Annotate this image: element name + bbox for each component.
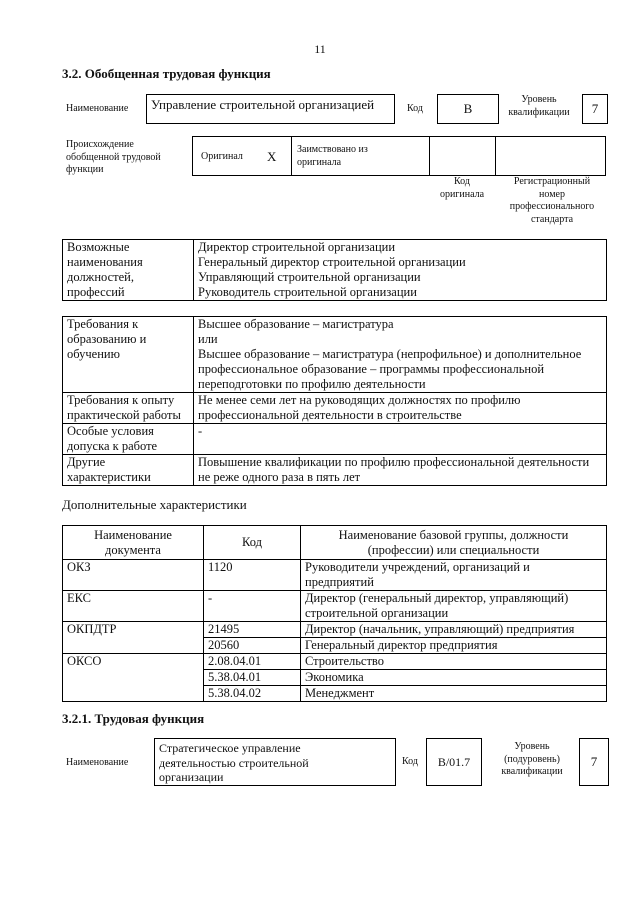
position-item: Управляющий строительной организации — [198, 270, 421, 284]
req-access-label: Особые условия допуска к работе — [63, 424, 194, 455]
table-row — [63, 654, 607, 670]
tf-level-value: 7 — [579, 738, 609, 786]
gtf-code-value: B — [437, 94, 499, 124]
cell-code: 21495 — [204, 622, 301, 638]
cell-name: Директор (начальник, управляющий) предприятия — [301, 622, 607, 638]
origin-divider-2 — [429, 137, 430, 175]
req-access-value: - — [194, 424, 607, 455]
cell-code: 1120 — [204, 560, 301, 591]
req-education-value: Высшее образование – магистратура или Высшее образование – магистратура (непрофильное) и дополнительное профессиональное образование – программы профессиональной переподготовки по профилю деятельности — [194, 317, 607, 393]
original-label: Оригинал — [201, 151, 243, 162]
origin-divider-1 — [291, 137, 292, 175]
gtf-level-value: 7 — [582, 94, 608, 124]
page-number: 11 — [314, 42, 326, 56]
table-row — [63, 560, 607, 591]
tf-title: 3.2.1. Трудовая функция — [62, 711, 205, 726]
cell-name: Руководители учреждений, организаций и предприятий — [301, 560, 607, 591]
requirements-table — [62, 316, 607, 486]
position-item: Генеральный директор строительной организации — [198, 255, 466, 269]
table-row — [63, 424, 607, 455]
gtf-name-label: Наименование — [66, 103, 129, 114]
position-item: Руководитель строительной организации — [198, 285, 417, 299]
table-row — [63, 455, 607, 486]
table-row — [63, 591, 607, 622]
cell-name: Директор (генеральный директор, управляющий) строительной организации — [301, 591, 607, 622]
table-row — [63, 317, 607, 393]
req-other-value: Повышение квалификации по профилю профессиональной деятельности не реже одного раза в пять лет — [194, 455, 607, 486]
cell-name: Строительство — [301, 654, 607, 670]
table-row — [63, 393, 607, 424]
header-code: Код — [204, 526, 301, 560]
origin-box — [192, 136, 606, 176]
header-document: Наименование документа — [63, 526, 204, 560]
cell-name: Экономика — [301, 670, 607, 686]
req-experience-value: Не менее семи лет на руководящих должностях по профилю профессиональной деятельности в строительстве — [194, 393, 607, 424]
cell-name: Менеджмент — [301, 686, 607, 702]
req-education-label: Требования к образованию и обучению — [63, 317, 194, 393]
table-header-row — [63, 526, 607, 560]
tf-code-label: Код — [402, 756, 418, 767]
additional-table — [62, 525, 607, 702]
positions-table — [62, 239, 607, 301]
cell-code: 5.38.04.01 — [204, 670, 301, 686]
additional-title: Дополнительные характеристики — [62, 497, 247, 512]
gtf-level-label: Уровень квалификации — [508, 94, 570, 118]
cell-doc: ЕКС — [63, 591, 204, 622]
cell-code: 5.38.04.02 — [204, 686, 301, 702]
gtf-name-value: Управление строительной организацией — [146, 94, 395, 124]
origin-divider-3 — [495, 137, 496, 175]
cell-name: Генеральный директор предприятия — [301, 638, 607, 654]
cell-code: - — [204, 591, 301, 622]
tf-code-value: B/01.7 — [426, 738, 482, 786]
positions-label: Возможные наименования должностей, профессий — [63, 240, 194, 301]
section-title: 3.2. Обобщенная трудовая функция — [62, 66, 271, 81]
tf-name-value: Стратегическое управление деятельностью строительной организации — [154, 738, 396, 786]
position-item: Директор строительной организации — [198, 240, 396, 254]
borrowed-label: Заимствовано из оригинала — [297, 144, 368, 168]
header-name: Наименование базовой группы, должности (профессии) или специальности — [301, 526, 607, 560]
cell-doc: ОКЗ — [63, 560, 204, 591]
positions-list — [194, 240, 607, 301]
reg-number-label: Регистрационный номер профессионального стандарта — [509, 176, 595, 225]
cell-doc: ОКСО — [63, 654, 204, 702]
req-experience-label: Требования к опыту практической работы — [63, 393, 194, 424]
req-other-label: Другие характеристики — [63, 455, 194, 486]
cell-code: 2.08.04.01 — [204, 654, 301, 670]
orig-code-label: Код оригинала — [439, 176, 485, 200]
cell-doc: ОКПДТР — [63, 622, 204, 654]
tf-level-label: Уровень (подуровень) квалификации — [501, 741, 563, 777]
table-row — [63, 622, 607, 638]
gtf-code-label: Код — [407, 103, 423, 114]
tf-name-label: Наименование — [66, 757, 129, 768]
cell-code: 20560 — [204, 638, 301, 654]
original-mark: X — [267, 149, 277, 164]
origin-label: Происхождение обобщенной трудовой функции — [66, 139, 161, 175]
